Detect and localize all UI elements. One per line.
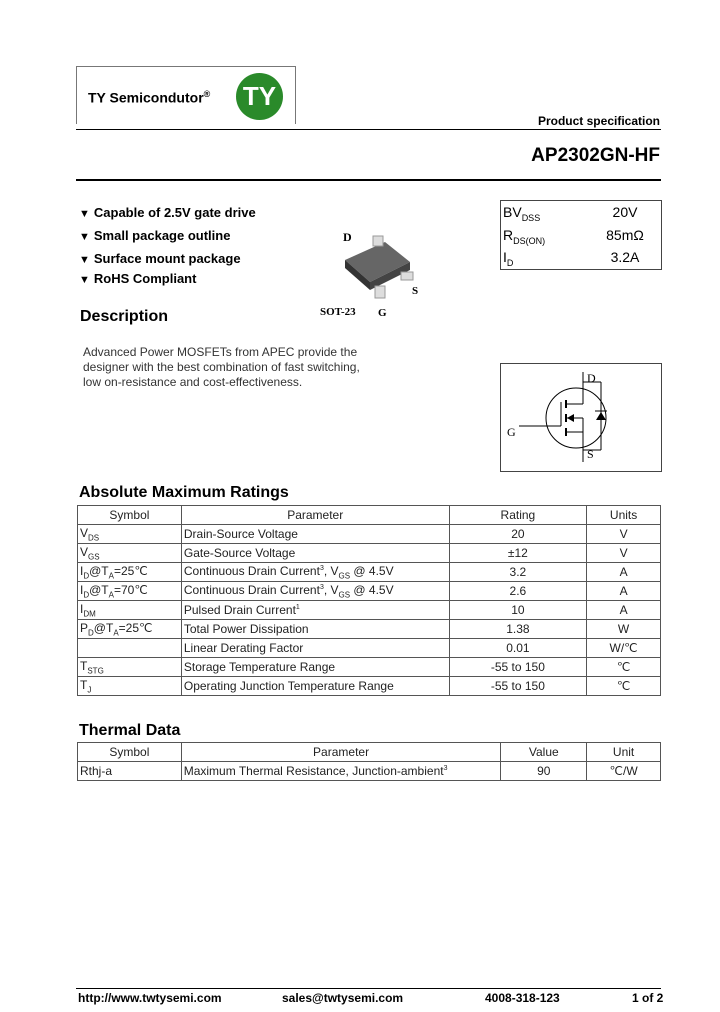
part-number: AP2302GN-HF <box>531 145 660 166</box>
table-row: $P_D@T_A=25℃$ Total Power Dissipation 1.38 W <box>78 620 661 639</box>
table-row: Rthj-a Maximum Thermal Resistance, Junction-ambient$^3$ 90 ℃/W <box>78 762 661 781</box>
company-logo: TY <box>236 73 283 120</box>
table-row: $V_{GS}$ Gate-Source Voltage ±12 V <box>78 544 661 563</box>
spec-rdson: $R_{DS(ON)}$ 85mΩ <box>503 227 644 246</box>
page-number: 1 of 2 <box>632 991 664 1005</box>
footer-website[interactable]: http://www.twtysemi.com <box>78 991 222 1005</box>
doc-type: Product specification <box>537 114 660 128</box>
table-row: $I_D@T_A=70℃$ Continuous Drain Current$^3$, $V_{GS}$ @ 4.5V 2.6 A <box>78 582 661 601</box>
sot23-package-icon <box>315 220 425 320</box>
feature-item: ▼ RoHS Compliant <box>79 271 197 286</box>
triangle-bullet-icon: ▼ <box>79 254 90 266</box>
feature-item: ▼ Capable of 2.5V gate drive <box>79 205 256 220</box>
pkg-pin-s: S <box>412 285 419 297</box>
footer-divider <box>76 988 661 989</box>
triangle-bullet-icon: ▼ <box>79 274 90 286</box>
sch-pin-g: G <box>507 425 516 439</box>
table-row: $I_D@T_A=25℃$ Continuous Drain Current$^3$, $V_{GS}$ @ 4.5V 3.2 A <box>78 563 661 582</box>
spec-bvdss: $BV_{DSS}$ 20V <box>503 204 638 223</box>
table-row: Linear Derating Factor 0.01 W/℃ <box>78 639 661 658</box>
thermal-title: Thermal Data <box>79 722 181 739</box>
key-spec-box <box>500 200 662 270</box>
description-text: Advanced Power MOSFETs from APEC provide the designer with the best combination of fast switching, low on-resistance and cost-effectiveness. <box>83 345 360 389</box>
feature-item: ▼ Small package outline <box>79 228 231 243</box>
company-name: TY Semicondutor® <box>88 89 211 106</box>
thermal-table <box>77 742 661 781</box>
footer-phone: 4008-318-123 <box>485 991 560 1005</box>
table-row: $T_J$ Operating Junction Temperature Range -55 to 150 ℃ <box>78 677 661 696</box>
sch-pin-d: D <box>587 371 596 385</box>
spec-id: $I_D$ 3.2A <box>503 249 640 268</box>
pkg-pin-d: D <box>343 230 352 244</box>
abs-max-table <box>77 505 661 696</box>
table-row: $V_{DS}$ Drain-Source Voltage 20 V <box>78 525 661 544</box>
table-header-row: Symbol Parameter Rating Units <box>78 506 661 525</box>
mosfet-schematic <box>500 363 662 472</box>
title-divider <box>76 179 661 181</box>
mosfet-symbol-icon <box>501 364 661 471</box>
feature-item: ▼ Surface mount package <box>79 251 241 266</box>
pkg-pin-g: G <box>378 307 387 319</box>
sch-pin-s: S <box>587 447 594 461</box>
abs-max-title: Absolute Maximum Ratings <box>79 484 289 501</box>
table-header-row: Symbol Parameter Value Unit <box>78 743 661 762</box>
footer-email[interactable]: sales@twtysemi.com <box>282 991 404 1005</box>
pkg-name: SOT-23 <box>320 306 356 318</box>
description-title: Description <box>80 308 169 325</box>
triangle-bullet-icon: ▼ <box>79 208 90 220</box>
triangle-bullet-icon: ▼ <box>79 231 90 243</box>
table-row: $T_{STG}$ Storage Temperature Range -55 to 150 ℃ <box>78 658 661 677</box>
header-divider <box>76 129 661 130</box>
table-row: $I_{DM}$ Pulsed Drain Current$^1$ 10 A <box>78 601 661 620</box>
